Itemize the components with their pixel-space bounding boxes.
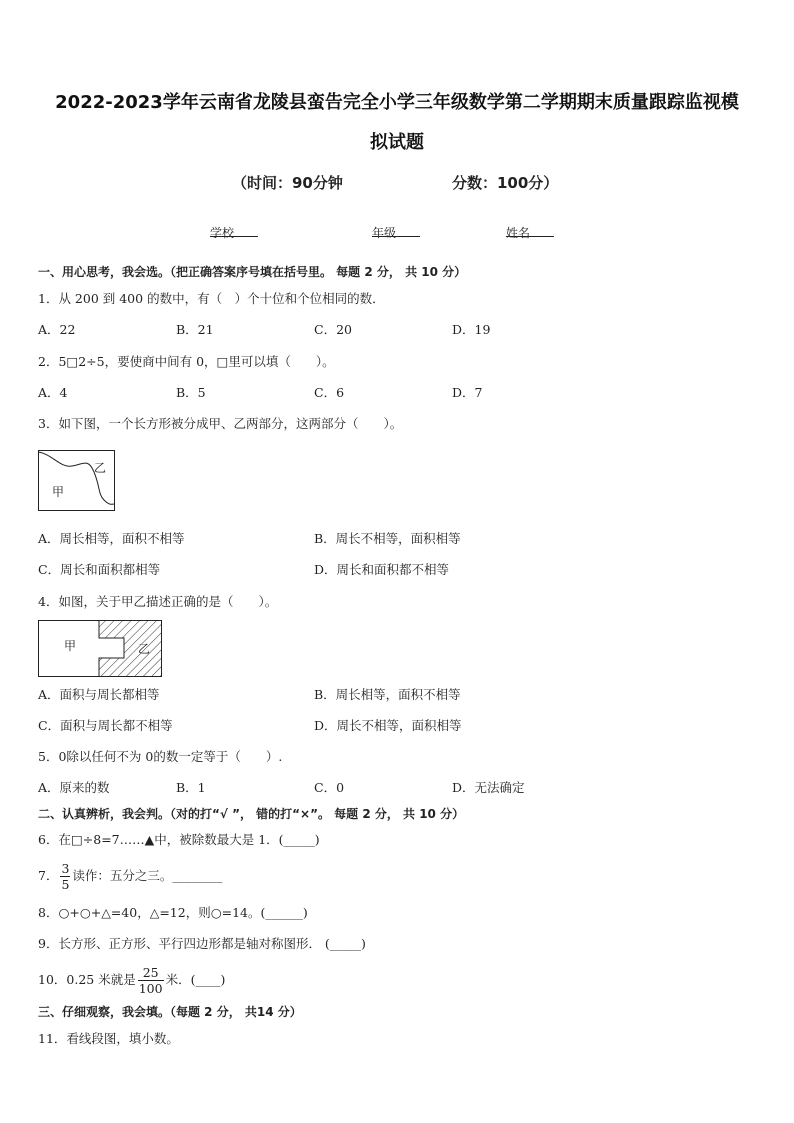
q7-denominator: 5	[61, 877, 70, 892]
exam-score: 分数：100分）	[452, 174, 559, 192]
q5-option-b[interactable]: B．1	[176, 780, 206, 795]
q7-text: 读作：五分之三。________	[72, 868, 223, 883]
q7-fraction	[60, 861, 70, 892]
q3-option-a[interactable]: A．周长相等，面积不相等	[38, 531, 185, 546]
q4-option-d[interactable]: D．周长不相等，面积相等	[314, 718, 462, 733]
exam-title-line1: 2022-2023学年云南省龙陵县蛮告完全小学三年级数学第二学期期末质量跟踪监视模	[55, 92, 739, 113]
question-9: 9．长方形、正方形、平行四边形都是轴对称图形． (_____)	[38, 936, 366, 951]
q3-option-c[interactable]: C．周长和面积都相等	[38, 562, 161, 577]
q2-option-a[interactable]: A．4	[38, 385, 68, 400]
q5-option-c[interactable]: C．0	[314, 780, 345, 795]
q3-option-d[interactable]: D．周长和面积都不相等	[314, 562, 450, 577]
q3-rectangle-figure	[38, 450, 116, 512]
exam-info	[0, 172, 794, 194]
question-10	[38, 962, 225, 998]
q2-option-b[interactable]: B．5	[176, 385, 206, 400]
school-field[interactable]	[210, 224, 258, 237]
question-11: 11．看线段图，填小数。	[38, 1031, 179, 1046]
q3-label-jia: 甲	[52, 485, 65, 499]
q4-label-yi: 乙	[138, 642, 151, 656]
question-1: 1．从 200 到 400 的数中，有（ ）个十位和个位相同的数．	[38, 291, 385, 306]
question-4: 4．如图，关于甲乙描述正确的是（ ）。	[38, 594, 278, 609]
name-field[interactable]	[506, 224, 554, 237]
q4-option-c[interactable]: C．面积与周长都不相等	[38, 718, 173, 733]
q2-option-c[interactable]: C．6	[314, 385, 345, 400]
q5-option-a[interactable]: A．原来的数	[38, 780, 110, 795]
q1-option-a[interactable]: A．22	[38, 322, 76, 337]
q7-numerator: 3	[61, 861, 70, 876]
q5-option-d[interactable]: D．无法确定	[452, 780, 525, 795]
q1-option-c[interactable]: C．20	[314, 322, 352, 337]
school-label: 学校	[210, 226, 235, 240]
q4-option-a[interactable]: A．面积与周长都相等	[38, 687, 160, 702]
student-fields	[0, 224, 794, 242]
exam-time: （时间：90分钟	[232, 174, 343, 192]
question-2: 2．5□2÷5，要使商中间有 0，□里可以填（ ）。	[38, 354, 335, 369]
exam-title-line2: 拟试题	[370, 132, 424, 153]
section2-heading: 二、认真辨析，我会判。（对的打“√ ”， 错的打“×”。 每题 2 分， 共 10 分）	[38, 807, 465, 821]
q3-label-yi: 乙	[94, 461, 107, 475]
grade-field[interactable]	[372, 224, 420, 237]
q4-label-jia: 甲	[64, 639, 77, 653]
q10-fraction	[138, 965, 164, 996]
q10-prefix: 10．0.25 米就是	[38, 972, 136, 987]
q10-suffix: 米．(____)	[165, 972, 226, 987]
question-6: 6．在□÷8=7……▲中，被除数最大是 1．(_____)	[38, 832, 320, 847]
question-3: 3．如下图，一个长方形被分成甲、乙两部分，这两部分（ ）。	[38, 416, 403, 431]
question-5: 5．0除以任何不为 0的数一定等于（ ）.	[38, 749, 283, 764]
q4-figure	[38, 620, 163, 678]
question-7	[38, 858, 222, 894]
q1-option-b[interactable]: B．21	[176, 322, 214, 337]
q10-denominator: 100	[138, 981, 163, 996]
q1-option-d[interactable]: D．19	[452, 322, 491, 337]
q2-option-d[interactable]: D．7	[452, 385, 483, 400]
question-8: 8．○+○+△=40，△=12，则○=14。(______)	[38, 905, 308, 920]
section3-heading: 三、仔细观察，我会填。（每题 2 分， 共14 分）	[38, 1005, 302, 1019]
q10-numerator: 25	[138, 965, 164, 981]
q3-option-b[interactable]: B．周长不相等，面积相等	[314, 531, 461, 546]
grade-label: 年级	[372, 226, 397, 240]
q7-number: 7．	[38, 868, 59, 883]
q4-option-b[interactable]: B．周长相等，面积不相等	[314, 687, 461, 702]
name-label: 姓名	[506, 226, 531, 240]
section1-heading: 一、用心思考，我会选。（把正确答案序号填在括号里。 每题 2 分， 共 10 分）	[38, 265, 467, 279]
